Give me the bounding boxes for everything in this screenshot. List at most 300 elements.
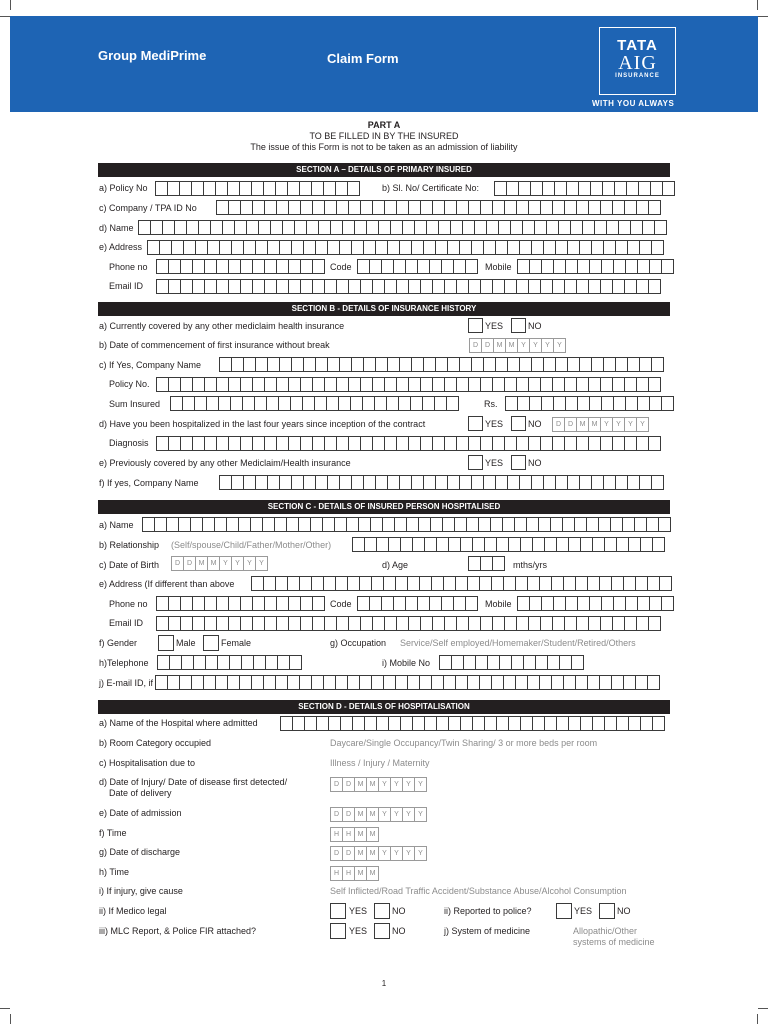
char-cell[interactable] [385,377,397,392]
char-cell[interactable] [277,596,289,611]
char-cell[interactable] [530,259,542,274]
char-cell[interactable] [530,596,542,611]
char-cell[interactable] [662,596,674,611]
char-cell[interactable] [432,576,444,591]
char-cell[interactable] [604,240,616,255]
char-cell[interactable] [370,596,382,611]
char-cell[interactable] [559,220,571,235]
char-cell[interactable] [433,200,445,215]
char-cell[interactable] [151,220,163,235]
char-cell[interactable] [485,716,497,731]
char-cell[interactable] [565,436,577,451]
char-cell[interactable] [624,675,636,690]
char-cell[interactable] [577,200,589,215]
char-cell[interactable] [229,279,241,294]
char-cell[interactable] [313,596,325,611]
char-cell[interactable] [373,436,385,451]
char-cell[interactable] [631,220,643,235]
char-cell[interactable] [409,377,421,392]
char-cell[interactable] [172,240,184,255]
char-cell[interactable] [601,279,613,294]
date-cell[interactable]: D [343,777,355,792]
char-cell[interactable] [601,377,613,392]
char-cell[interactable] [437,716,449,731]
previously-no-checkbox[interactable] [511,455,526,470]
char-cell[interactable] [649,436,661,451]
char-cell[interactable] [324,576,336,591]
char-cell[interactable] [436,357,448,372]
char-cell[interactable] [496,357,508,372]
char-cell[interactable] [481,556,493,571]
char-cell[interactable] [418,259,430,274]
char-cell[interactable] [394,259,406,274]
char-cell[interactable] [519,181,531,196]
char-cell[interactable] [155,517,167,532]
char-cell[interactable] [557,537,569,552]
dob-field[interactable] [171,556,268,571]
char-cell[interactable] [315,396,327,411]
previously-yes-checkbox[interactable] [468,455,483,470]
char-cell[interactable] [252,576,264,591]
char-cell[interactable] [406,259,418,274]
char-cell[interactable] [301,200,313,215]
char-cell[interactable] [628,357,640,372]
char-cell[interactable] [469,436,481,451]
char-cell[interactable] [590,396,602,411]
char-cell[interactable] [409,200,421,215]
char-cell[interactable] [242,655,254,670]
char-cell[interactable] [484,240,496,255]
char-cell[interactable] [423,396,435,411]
date-cell[interactable]: Y [256,556,268,571]
date-cell[interactable]: M [355,807,367,822]
char-cell[interactable] [412,357,424,372]
char-cell[interactable] [578,396,590,411]
char-cell[interactable] [493,200,505,215]
char-cell[interactable] [241,259,253,274]
char-cell[interactable] [207,396,219,411]
char-cell[interactable] [193,596,205,611]
char-cell[interactable] [263,517,275,532]
char-cell[interactable] [517,279,529,294]
char-cell[interactable] [516,576,528,591]
char-cell[interactable] [372,576,384,591]
char-cell[interactable] [520,475,532,490]
char-cell[interactable] [472,240,484,255]
char-cell[interactable] [319,220,331,235]
char-cell[interactable] [484,475,496,490]
char-cell[interactable] [506,396,518,411]
char-cell[interactable] [553,279,565,294]
char-cell[interactable] [193,377,205,392]
char-cell[interactable] [638,259,650,274]
date-cell[interactable]: Y [415,846,427,861]
char-cell[interactable] [421,377,433,392]
char-cell[interactable] [529,279,541,294]
char-cell[interactable] [521,716,533,731]
date-cell[interactable]: Y [601,417,613,432]
char-cell[interactable] [373,377,385,392]
char-cell[interactable] [445,616,457,631]
char-cell[interactable] [208,240,220,255]
date-cell[interactable]: Y [379,777,391,792]
char-cell[interactable] [508,240,520,255]
char-cell[interactable] [329,716,341,731]
char-cell[interactable] [349,436,361,451]
name-field[interactable] [138,220,667,235]
char-cell[interactable] [493,377,505,392]
char-cell[interactable] [325,377,337,392]
char-cell[interactable] [387,396,399,411]
char-cell[interactable] [218,655,230,670]
char-cell[interactable] [288,576,300,591]
char-cell[interactable] [616,357,628,372]
char-cell[interactable] [651,181,663,196]
char-cell[interactable] [252,675,264,690]
char-cell[interactable] [193,436,205,451]
char-cell[interactable] [640,475,652,490]
char-cell[interactable] [349,200,361,215]
char-cell[interactable] [457,279,469,294]
char-cell[interactable] [340,357,352,372]
char-cell[interactable] [254,655,266,670]
char-cell[interactable] [602,259,614,274]
date-cell[interactable]: M [494,338,506,353]
char-cell[interactable] [157,436,169,451]
char-cell[interactable] [343,220,355,235]
char-cell[interactable] [205,259,217,274]
char-cell[interactable] [373,616,385,631]
char-cell[interactable] [217,436,229,451]
code-c-field[interactable] [357,596,478,611]
char-cell[interactable] [169,596,181,611]
char-cell[interactable] [265,279,277,294]
char-cell[interactable] [613,279,625,294]
char-cell[interactable] [316,357,328,372]
char-cell[interactable] [292,240,304,255]
char-cell[interactable] [552,576,564,591]
char-cell[interactable] [551,517,563,532]
date-cell[interactable]: Y [391,846,403,861]
char-cell[interactable] [408,576,420,591]
char-cell[interactable] [556,357,568,372]
date-cell[interactable]: M [208,556,220,571]
char-cell[interactable] [625,279,637,294]
char-cell[interactable] [604,357,616,372]
char-cell[interactable] [336,675,348,690]
email-field[interactable] [156,279,661,294]
char-cell[interactable] [464,655,476,670]
char-cell[interactable] [413,537,425,552]
char-cell[interactable] [619,220,631,235]
date-cell[interactable]: Y [403,846,415,861]
char-cell[interactable] [167,517,179,532]
char-cell[interactable] [605,716,617,731]
char-cell[interactable] [491,517,503,532]
char-cell[interactable] [518,596,530,611]
char-cell[interactable] [265,377,277,392]
char-cell[interactable] [376,357,388,372]
char-cell[interactable] [468,576,480,591]
char-cell[interactable] [612,576,624,591]
char-cell[interactable] [517,436,529,451]
char-cell[interactable] [641,716,653,731]
char-cell[interactable] [637,377,649,392]
char-cell[interactable] [536,655,548,670]
char-cell[interactable] [466,259,478,274]
char-cell[interactable] [602,396,614,411]
char-cell[interactable] [347,517,359,532]
relationship-field[interactable] [352,537,665,552]
char-cell[interactable] [517,200,529,215]
char-cell[interactable] [592,475,604,490]
char-cell[interactable] [480,675,492,690]
char-cell[interactable] [337,200,349,215]
char-cell[interactable] [228,675,240,690]
char-cell[interactable] [626,259,638,274]
char-cell[interactable] [509,537,521,552]
char-cell[interactable] [365,716,377,731]
char-cell[interactable] [435,396,447,411]
char-cell[interactable] [288,181,300,196]
char-cell[interactable] [625,616,637,631]
char-cell[interactable] [324,181,336,196]
char-cell[interactable] [370,259,382,274]
char-cell[interactable] [361,200,373,215]
char-cell[interactable] [211,220,223,235]
date-cell[interactable]: Y [232,556,244,571]
char-cell[interactable] [523,220,535,235]
char-cell[interactable] [505,377,517,392]
char-cell[interactable] [336,576,348,591]
char-cell[interactable] [479,517,491,532]
mobile-no-field[interactable] [439,655,584,670]
char-cell[interactable] [241,377,253,392]
char-cell[interactable] [508,475,520,490]
char-cell[interactable] [473,716,485,731]
char-cell[interactable] [541,436,553,451]
char-cell[interactable] [601,616,613,631]
char-cell[interactable] [229,436,241,451]
char-cell[interactable] [220,475,232,490]
char-cell[interactable] [349,377,361,392]
char-cell[interactable] [445,279,457,294]
char-cell[interactable] [641,537,653,552]
char-cell[interactable] [195,396,207,411]
char-cell[interactable] [158,655,170,670]
char-cell[interactable] [433,377,445,392]
char-cell[interactable] [206,655,218,670]
char-cell[interactable] [412,475,424,490]
char-cell[interactable] [589,200,601,215]
date-cell[interactable]: M [367,846,379,861]
char-cell[interactable] [229,259,241,274]
char-cell[interactable] [611,517,623,532]
char-cell[interactable] [358,259,370,274]
police-yes-checkbox[interactable] [556,903,572,919]
char-cell[interactable] [493,616,505,631]
char-cell[interactable] [529,200,541,215]
char-cell[interactable] [316,475,328,490]
char-cell[interactable] [241,596,253,611]
char-cell[interactable] [527,517,539,532]
date-cell[interactable]: Y [403,777,415,792]
hospitalized-date-field[interactable] [552,417,649,432]
char-cell[interactable] [301,616,313,631]
char-cell[interactable] [577,436,589,451]
char-cell[interactable] [192,181,204,196]
date-cell[interactable]: M [367,866,379,881]
char-cell[interactable] [377,537,389,552]
char-cell[interactable] [312,576,324,591]
char-cell[interactable] [168,675,180,690]
char-cell[interactable] [325,200,337,215]
char-cell[interactable] [361,616,373,631]
char-cell[interactable] [253,279,265,294]
char-cell[interactable] [566,396,578,411]
char-cell[interactable] [517,616,529,631]
date-cell[interactable]: Y [613,417,625,432]
char-cell[interactable] [316,240,328,255]
char-cell[interactable] [565,616,577,631]
char-cell[interactable] [442,259,454,274]
char-cell[interactable] [487,220,499,235]
char-cell[interactable] [629,537,641,552]
char-cell[interactable] [340,240,352,255]
diagnosis-field[interactable] [156,436,661,451]
date-cell[interactable]: D [565,417,577,432]
char-cell[interactable] [244,475,256,490]
char-cell[interactable] [449,537,461,552]
char-cell[interactable] [541,377,553,392]
char-cell[interactable] [239,517,251,532]
char-cell[interactable] [504,576,516,591]
sum-insured-field[interactable] [170,396,459,411]
char-cell[interactable] [433,436,445,451]
char-cell[interactable] [508,357,520,372]
char-cell[interactable] [557,716,569,731]
char-cell[interactable] [650,596,662,611]
char-cell[interactable] [504,675,516,690]
char-cell[interactable] [493,436,505,451]
char-cell[interactable] [348,576,360,591]
char-cell[interactable] [529,436,541,451]
char-cell[interactable] [289,596,301,611]
char-cell[interactable] [531,181,543,196]
char-cell[interactable] [577,616,589,631]
char-cell[interactable] [627,181,639,196]
char-cell[interactable] [605,537,617,552]
char-cell[interactable] [421,200,433,215]
char-cell[interactable] [448,357,460,372]
char-cell[interactable] [223,220,235,235]
char-cell[interactable] [581,716,593,731]
char-cell[interactable] [365,537,377,552]
char-cell[interactable] [241,616,253,631]
char-cell[interactable] [592,240,604,255]
char-cell[interactable] [139,220,151,235]
char-cell[interactable] [304,475,316,490]
char-cell[interactable] [181,596,193,611]
char-cell[interactable] [648,576,660,591]
char-cell[interactable] [547,220,559,235]
date-cell[interactable]: D [331,807,343,822]
char-cell[interactable] [205,377,217,392]
company-tpa-field[interactable] [216,200,661,215]
char-cell[interactable] [289,616,301,631]
char-cell[interactable] [325,436,337,451]
char-cell[interactable] [279,396,291,411]
char-cell[interactable] [229,616,241,631]
age-field[interactable] [468,556,505,571]
char-cell[interactable] [588,675,600,690]
char-cell[interactable] [496,475,508,490]
char-cell[interactable] [352,240,364,255]
char-cell[interactable] [452,655,464,670]
char-cell[interactable] [229,596,241,611]
char-cell[interactable] [331,220,343,235]
char-cell[interactable] [400,475,412,490]
char-cell[interactable] [240,181,252,196]
char-cell[interactable] [196,240,208,255]
char-cell[interactable] [169,377,181,392]
char-cell[interactable] [637,436,649,451]
char-cell[interactable] [276,181,288,196]
date-cell[interactable]: Y [625,417,637,432]
char-cell[interactable] [647,517,659,532]
char-cell[interactable] [492,675,504,690]
char-cell[interactable] [232,240,244,255]
char-cell[interactable] [193,279,205,294]
char-cell[interactable] [289,436,301,451]
char-cell[interactable] [544,475,556,490]
char-cell[interactable] [496,240,508,255]
char-cell[interactable] [499,220,511,235]
char-cell[interactable] [397,436,409,451]
date-cell[interactable]: M [577,417,589,432]
char-cell[interactable] [469,279,481,294]
char-cell[interactable] [220,357,232,372]
char-cell[interactable] [348,181,360,196]
char-cell[interactable] [589,616,601,631]
char-cell[interactable] [287,517,299,532]
char-cell[interactable] [575,517,587,532]
date-cell[interactable]: Y [415,807,427,822]
char-cell[interactable] [467,517,479,532]
char-cell[interactable] [554,259,566,274]
char-cell[interactable] [169,259,181,274]
date-cell[interactable]: H [331,866,343,881]
char-cell[interactable] [649,616,661,631]
char-cell[interactable] [430,259,442,274]
char-cell[interactable] [635,517,647,532]
char-cell[interactable] [217,377,229,392]
char-cell[interactable] [640,357,652,372]
commencement-date-field[interactable] [469,338,566,353]
char-cell[interactable] [193,616,205,631]
char-cell[interactable] [313,279,325,294]
char-cell[interactable] [613,200,625,215]
char-cell[interactable] [518,259,530,274]
char-cell[interactable] [293,716,305,731]
date-cell[interactable]: D [553,417,565,432]
char-cell[interactable] [529,377,541,392]
date-cell[interactable]: D [343,807,355,822]
char-cell[interactable] [304,357,316,372]
char-cell[interactable] [577,377,589,392]
char-cell[interactable] [181,377,193,392]
char-cell[interactable] [328,240,340,255]
